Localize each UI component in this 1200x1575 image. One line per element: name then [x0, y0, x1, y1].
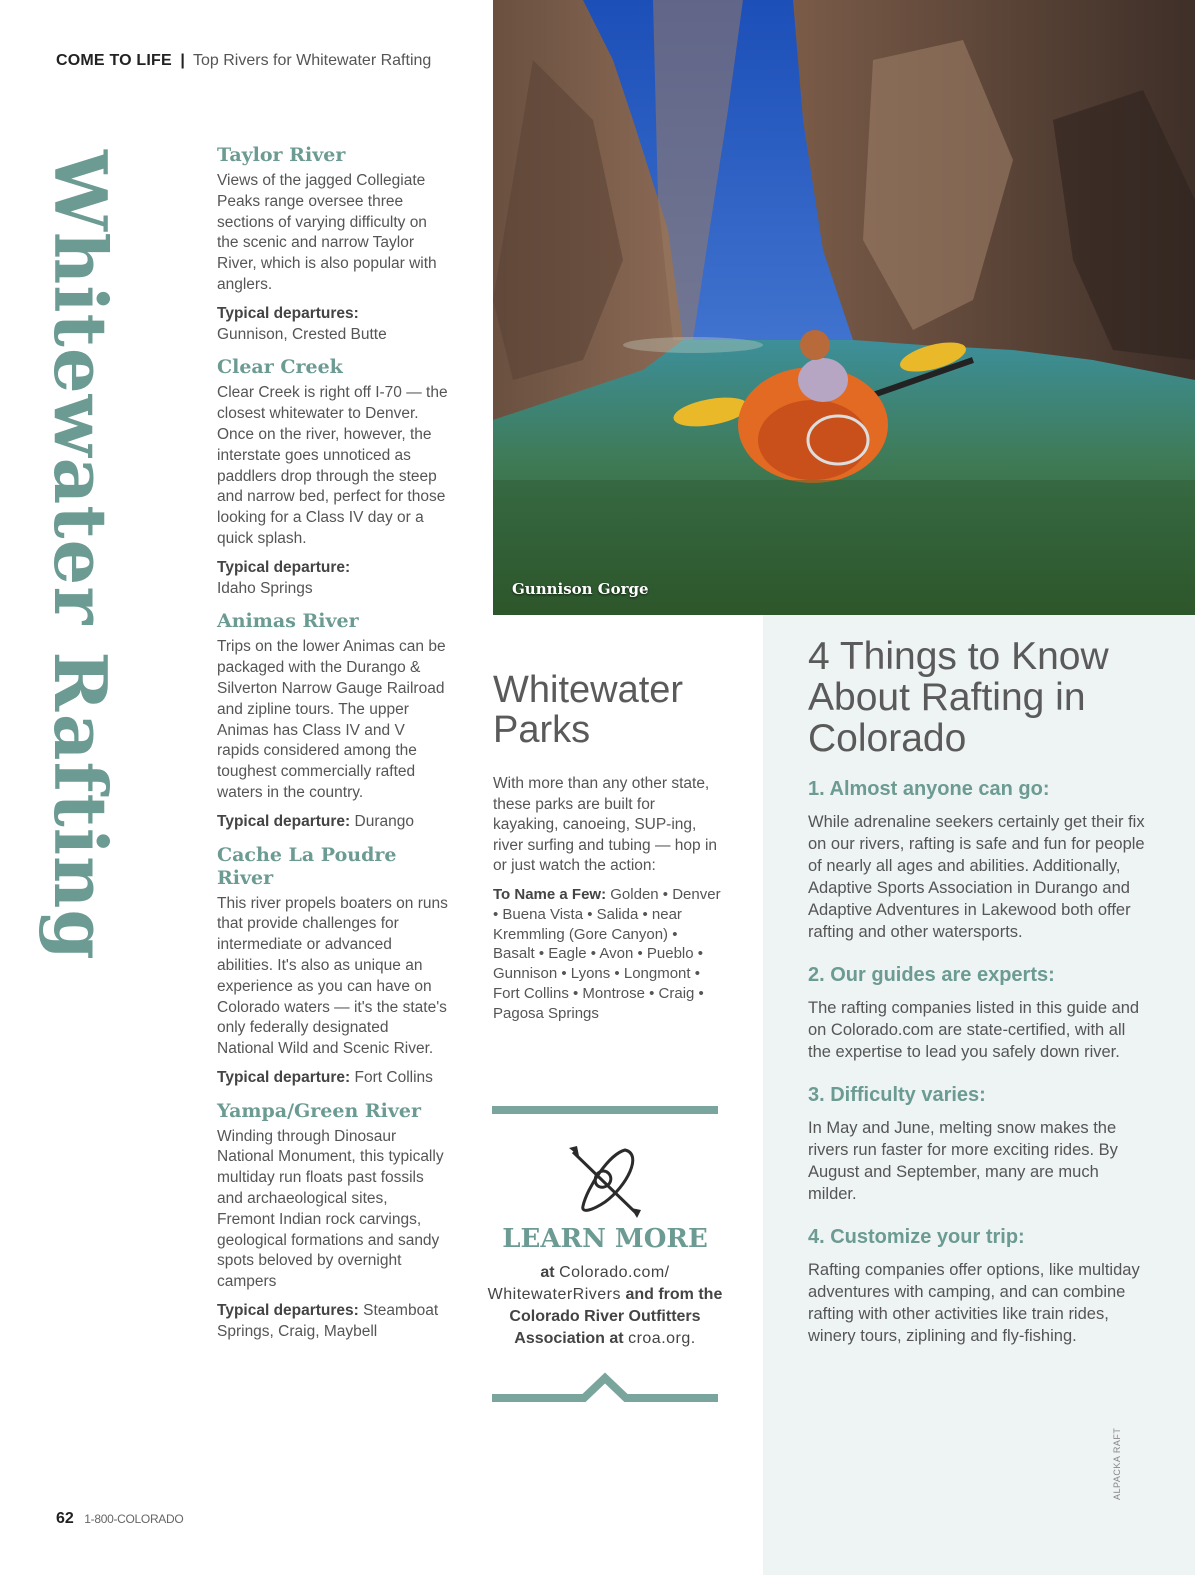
things-title: 4 Things to Know About Rafting in Colorado	[808, 635, 1109, 760]
river-description: Views of the jagged Collegiate Peaks range oversee three sections of varying difficulty on the scenic and narrow Taylor River, which is also popular with anglers.	[217, 172, 437, 293]
header-subtitle: Top Rivers for Whitewater Rafting	[192, 52, 432, 69]
colorado-link[interactable]: Colorado.com/ WhitewaterRivers	[487, 1264, 670, 1303]
parks-intro: With more than any other state, these parks are built for kayaking, canoeing, SUP-ing, river surfing and tubing — hop in or just watch the action:	[493, 775, 718, 875]
rivers-column	[217, 144, 449, 1354]
river-name: Yampa/Green River	[217, 1099, 422, 1122]
learn-at: at	[540, 1264, 555, 1281]
departure-label: Typical departures:	[217, 304, 359, 322]
croa-link[interactable]: croa.org.	[628, 1330, 696, 1347]
tip-text: The rafting companies listed in this guide and on Colorado.com are state-certified, with all the expertise to lead you safely down river.	[808, 999, 1140, 1061]
departure-label: Typical departure:	[217, 558, 351, 576]
parks-title: Whitewater Parks	[493, 669, 684, 751]
river-description: Clear Creek is right off I-70 — the closest whitewater to Denver. Once on the river, however, the interstate goes unnoticed as paddlers drop through the steep and narrow bed, perfect for those looking for a Class IV day or a quick splash.	[217, 384, 448, 547]
river-departure	[217, 1068, 449, 1089]
divider-bar	[492, 1106, 718, 1114]
kayak-photo	[493, 0, 1195, 615]
river-entry	[217, 610, 449, 832]
tip-text: Rafting companies offer options, like multiday adventures with camping, and can combine rafting with other activities like train rides, winery tours, ziplining and fly-fishing.	[808, 1261, 1140, 1345]
learn-more-text	[482, 1262, 728, 1350]
tip-text: In May and June, melting snow makes the rivers run faster for more exciting rides. By August and September, many are much milder.	[808, 1119, 1118, 1203]
kayak-icon	[565, 1144, 645, 1220]
photo-caption: Gunnison Gorge	[512, 580, 649, 598]
river-name: Animas River	[217, 610, 359, 633]
tip-item	[808, 777, 1148, 943]
river-departure	[217, 304, 449, 346]
photo-credit: ALPACKA RAFT	[1112, 1427, 1122, 1500]
vertical-title: Whitewater Rafting	[38, 150, 123, 961]
river-name: Clear Creek	[217, 356, 343, 379]
parks-names: Golden • Denver • Buena Vista • Salida • near Kremmling (Gore Canyon) • Basalt • Eagle • Avon • Pueblo • Gunnison • Lyons • Longmont • Fort Collins • Montrose • Craig • Pagosa Springs	[493, 885, 721, 1022]
river-name: Taylor River	[217, 144, 346, 166]
river-entry	[217, 1100, 449, 1343]
tip-heading: 2. Our guides are experts:	[808, 964, 1055, 986]
things-to-know	[808, 636, 1148, 1367]
learn-and-from: and from the Colorado River Outfitters Association at	[509, 1286, 723, 1347]
river-entry	[217, 356, 449, 599]
tip-text: While adrenaline seekers certainly get their fix on our rivers, rafting is safe and fun for people of nearly all ages and abilities. Additionally, Adaptive Sports Association in Durango and Adaptive Adventures in Lakewood both offer rafting and other watersports.	[808, 813, 1145, 941]
page-header	[56, 52, 431, 70]
departure-value: Fort Collins	[354, 1068, 433, 1086]
river-description: Winding through Dinosaur National Monument, this typically multiday run floats past fossils and archaeological sites, Fremont Indian rock carvings, geological formations and sandy spots beloved by overnight campers	[217, 1127, 444, 1291]
river-entry	[217, 844, 449, 1089]
header-separator: |	[180, 52, 185, 69]
river-departure	[217, 1301, 449, 1343]
river-description: This river propels boaters on runs that provide challenges for intermediate or advanced abilities. It's also as unique an experience as you can have on Colorado waters — it's the state's only federally designated National Wild and Scenic River.	[217, 894, 448, 1058]
page-footer	[56, 1510, 183, 1528]
tip-item	[808, 963, 1148, 1063]
river-description: Trips on the lower Animas can be packaged with the Durango & Silverton Narrow Gauge Railroad and zipline tours. The upper Animas has Class IV and V rapids considered among the toughest commercially rafted waters in the country.	[217, 638, 446, 801]
departure-value: Gunnison, Crested Butte	[217, 325, 387, 343]
river-departure	[217, 812, 449, 833]
page-number: 62	[56, 1510, 74, 1527]
river-entry	[217, 144, 449, 345]
parks-list	[493, 885, 721, 1024]
parks-list-label: To Name a Few:	[493, 885, 607, 903]
departure-label: Typical departures:	[217, 1302, 359, 1320]
departure-label: Typical departure:	[217, 1068, 351, 1086]
tip-heading: 3. Difficulty varies:	[808, 1084, 986, 1106]
tip-heading: 1. Almost anyone can go:	[808, 778, 1050, 800]
bottom-divider	[492, 1370, 718, 1406]
departure-value: Durango	[354, 812, 414, 830]
tip-item	[808, 1225, 1148, 1347]
section-label: COME TO LIFE	[56, 52, 172, 69]
tip-item	[808, 1083, 1148, 1205]
river-name: Cache La Poudre River	[217, 843, 397, 889]
tip-heading: 4. Customize your trip:	[808, 1226, 1025, 1248]
learn-more-heading: LEARN MORE	[502, 1224, 708, 1254]
whitewater-parks	[493, 670, 721, 1024]
departure-value: Steamboat Springs, Craig, Maybell	[217, 1302, 439, 1340]
river-departure	[217, 558, 449, 600]
phone-number: 1-800-COLORADO	[84, 1512, 184, 1526]
departure-label: Typical departure:	[217, 812, 351, 830]
departure-value: Idaho Springs	[217, 579, 313, 597]
